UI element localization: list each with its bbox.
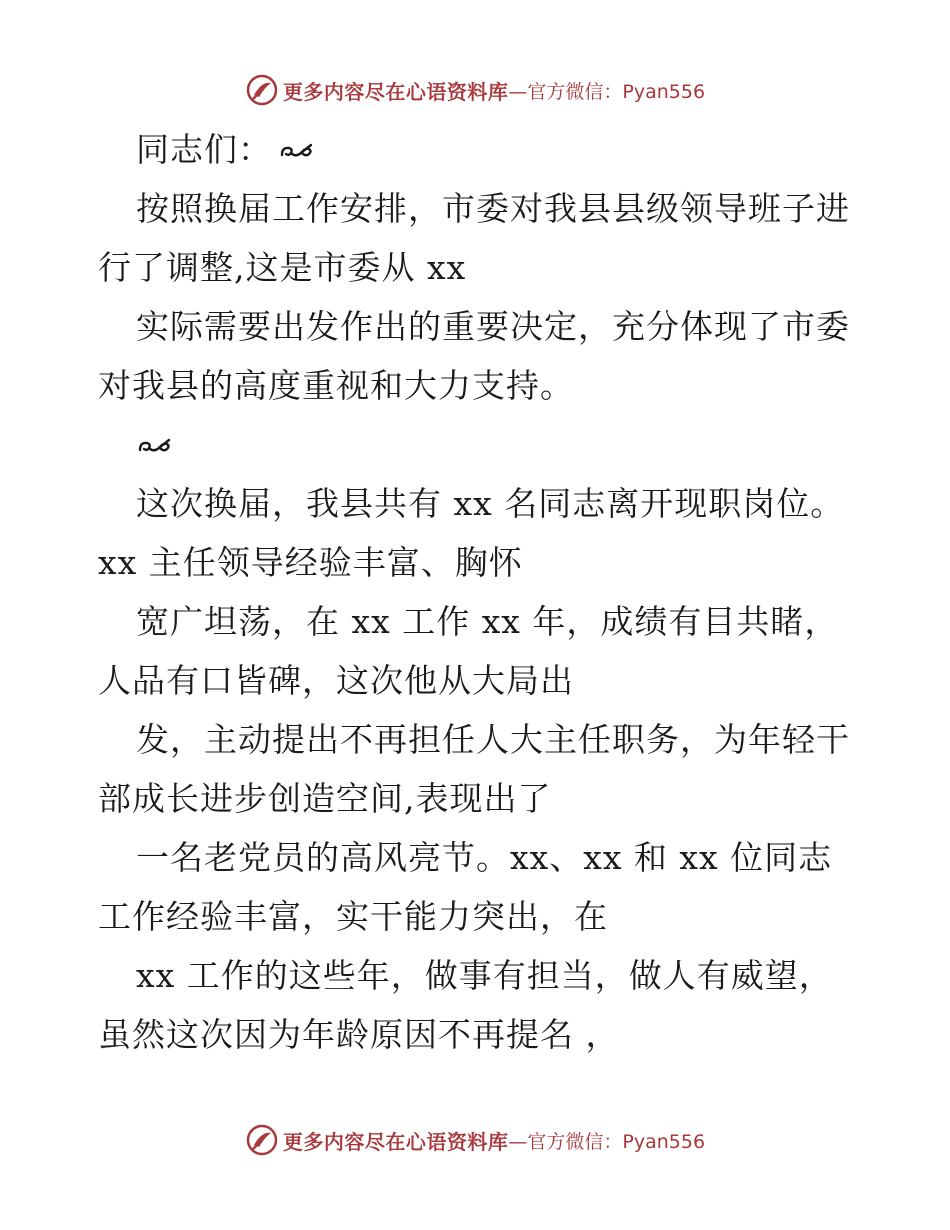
text-line: 按照换届工作安排，市委对我县县级领导班子进 — [136, 189, 850, 228]
salutation-line — [98, 120, 858, 179]
text-line: 宽广坦荡，在 xx 工作 xx 年，成绩有目共睹， — [136, 602, 839, 641]
watermark-main-text: 更多内容尽在心语资料库 — [282, 1129, 509, 1154]
pen-book-logo-icon — [245, 1123, 279, 1157]
text-line: 人品有口皆碑，这次他从大局出 — [98, 661, 574, 700]
text-line: 一名老党员的高风亮节。xx、xx 和 xx 位同志 — [136, 838, 833, 877]
text-line: xx 主任领导经验丰富、胸怀 — [98, 543, 523, 582]
text-line: 对我县的高度重视和大力支持。 — [98, 366, 574, 405]
text-line: 虽然这次因为年龄原因不再提名 ， — [98, 1015, 620, 1054]
watermark-wechat-text: —官方微信：Pyan556 — [508, 80, 706, 103]
pen-book-logo-icon — [245, 73, 279, 107]
text-line: xx 工作的这些年，做事有担当，做人有威望， — [136, 956, 833, 995]
text-line: 这次换届，我县共有 xx 名同志离开现职岗位。 — [136, 484, 845, 523]
paragraph-text: 同志们： — [136, 130, 272, 169]
footer-watermark — [0, 1120, 950, 1160]
paragraph-ornament-icon — [278, 139, 314, 165]
text-line: 实际需要出发作出的重要决定，充分体现了市委 — [136, 307, 850, 346]
header-watermark — [0, 70, 950, 110]
text-line: 发，主动提出不再担任人大主任职务，为年轻干 — [136, 720, 850, 759]
text-line: 工作经验丰富，实干能力突出，在 — [98, 897, 608, 936]
text-line: 部成长进步创造空间,表现出了 — [98, 779, 552, 818]
watermark-main-text: 更多内容尽在心语资料库 — [282, 79, 509, 104]
document-body — [98, 120, 858, 1064]
text-line: 行了调整,这是市委从 xx — [98, 248, 467, 287]
ornament-line — [98, 415, 858, 474]
watermark-wechat-text: —官方微信：Pyan556 — [508, 1130, 706, 1153]
paragraph-ornament-icon — [136, 434, 172, 460]
